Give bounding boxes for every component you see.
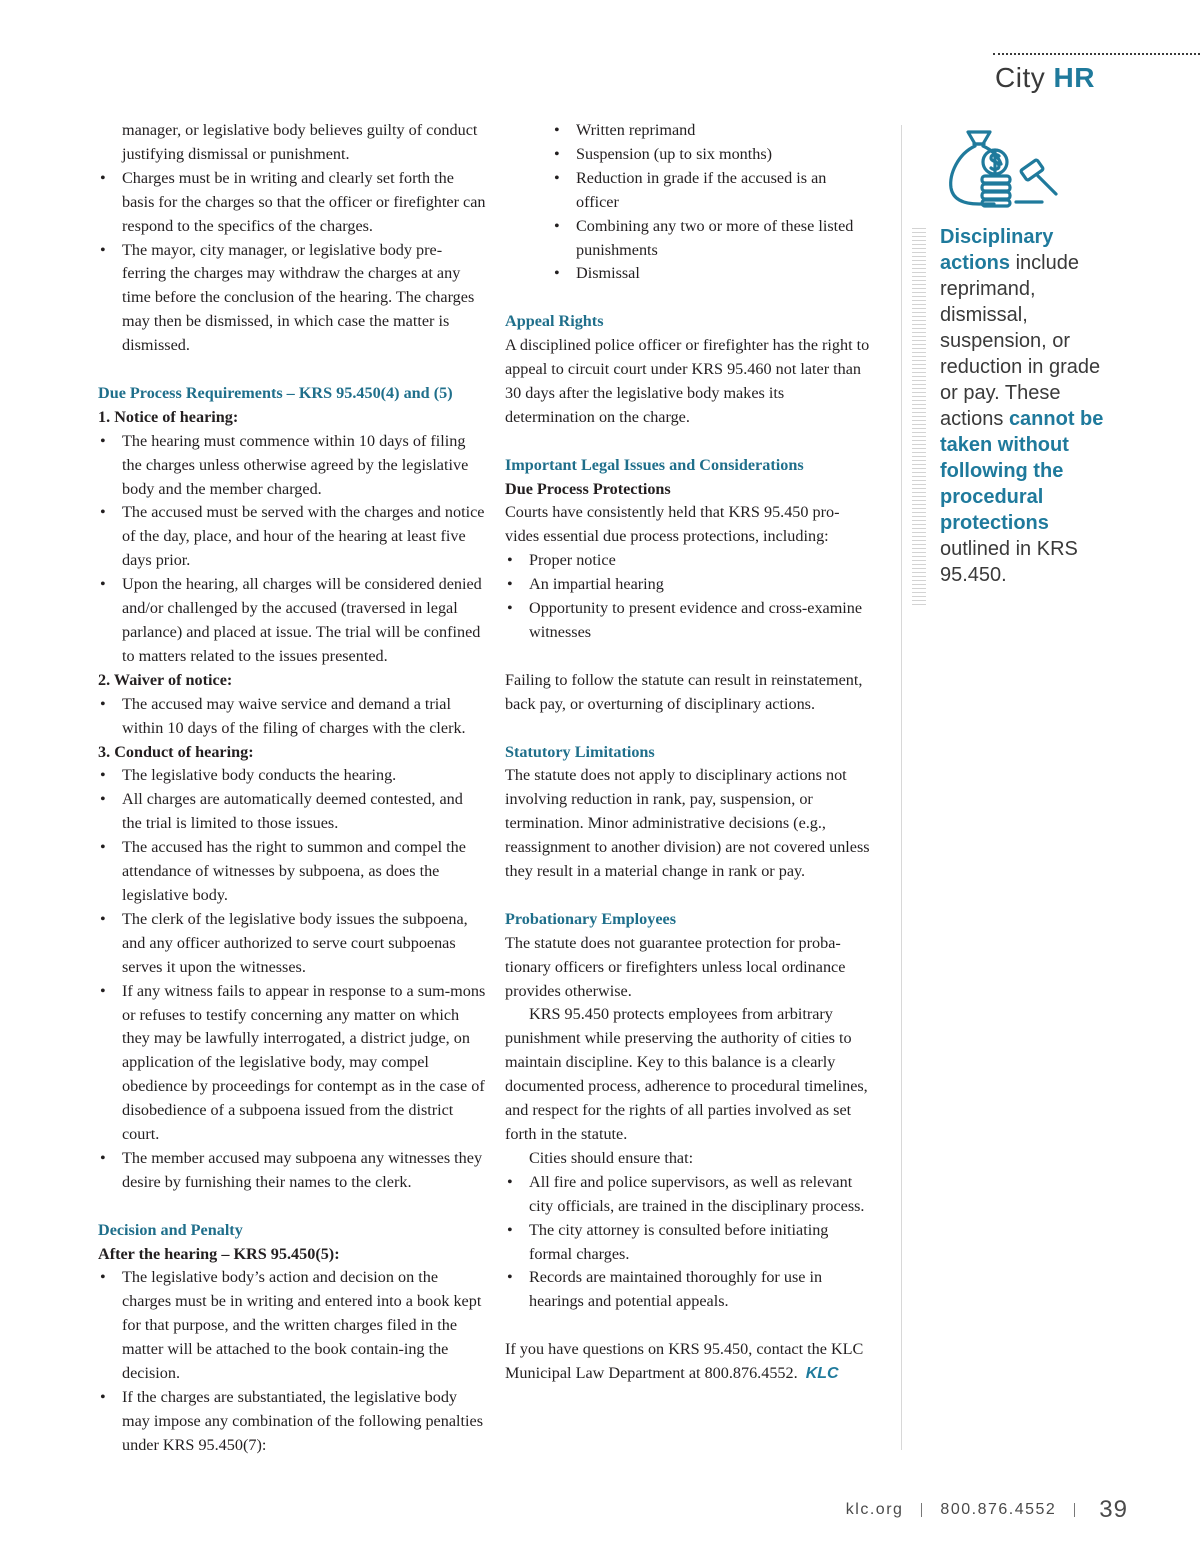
header-dotted-rule	[993, 53, 1200, 55]
protections-heading: Due Process Protections	[505, 479, 671, 498]
sidebar-divider	[901, 125, 902, 1450]
money-bag-gavel-icon	[946, 126, 1064, 208]
footer-separator	[1074, 1503, 1075, 1517]
charges-list	[98, 167, 486, 358]
contact-paragraph	[505, 1338, 873, 1386]
callout-highlight-1: Disciplinary actions	[940, 226, 1054, 274]
column-left	[98, 119, 486, 1458]
footer-separator	[921, 1503, 922, 1517]
list-item: • Upon the hearing, all charges will be considered denied and/or challenged by the accused (traversed in legal parlance) and placed at issue. The trial will be confined to matters related to the issues presented.	[98, 573, 486, 669]
probationary-heading: Probationary Employees	[505, 909, 677, 928]
waiver-list	[98, 693, 486, 741]
list-item: • If the charges are substantiated, the legislative body may impose any combination of the following penalties under KRS 95.450(7):	[98, 1386, 486, 1458]
list-item: • The member accused may subpoena any witnesses they desire by furnishing their names to the clerk.	[98, 1147, 486, 1195]
sidebar-hatch-decoration	[912, 228, 926, 608]
list-item: • An impartial hearing	[505, 573, 873, 597]
appeal-heading: Appeal Rights	[505, 312, 604, 331]
protects-paragraph: KRS 95.450 protects employees from arbitrary punishment while preserving the authority of cities to maintain discipline. Key to this balance is a clearly documented process, adherence to procedural timelines, and respect for the rights of all parties involved as set forth in the statute.	[505, 1005, 868, 1143]
footer-phone: 800.876.4552	[940, 1501, 1057, 1518]
decision-heading: Decision and Penalty	[98, 1220, 243, 1239]
list-item: • The accused must be served with the charges and notice of the day, place, and hour of the hearing at least five days prior.	[98, 501, 486, 573]
column-right	[505, 119, 873, 1386]
list-item: • Opportunity to present evidence and cross-examine witnesses	[505, 597, 873, 645]
list-item: • The legislative body’s action and decision on the charges must be in writing and entered into a book kept for that purpose, and the written charges filed in the matter will be attached to the book contain-ing the decision.	[98, 1266, 486, 1386]
list-item: • Reduction in grade if the accused is an officer	[552, 167, 873, 215]
list-item: • Proper notice	[505, 549, 873, 573]
ensure-list	[505, 1171, 873, 1314]
klc-end-logo: KLC	[805, 1365, 839, 1383]
waiver-heading: 2. Waiver of notice:	[98, 670, 233, 689]
penalties-list	[552, 119, 873, 286]
appeal-paragraph: A disciplined police officer or firefighter has the right to appeal to circuit court under KRS 95.460 not later than 30 days after the legislative body makes its determination on the charge.	[505, 336, 870, 426]
callout-highlight-2: cannot be taken without following the procedural protections	[940, 408, 1104, 534]
callout-text-2: outlined in KRS 95.450.	[940, 538, 1078, 586]
conduct-list	[98, 764, 486, 1194]
list-item: • All charges are automatically deemed contested, and the trial is limited to those issues.	[98, 788, 486, 836]
section-title-accent: HR	[1053, 62, 1095, 93]
list-item: • The accused has the right to summon and compel the attendance of witnesses by subpoena, as does the legislative body.	[98, 836, 486, 908]
limitations-heading: Statutory Limitations	[505, 742, 655, 761]
list-item: • The accused may waive service and demand a trial within 10 days of the filing of charges with the clerk.	[98, 693, 486, 741]
list-item: • Charges must be in writing and clearly set forth the basis for the charges so that the officer or firefighter can respond to the specifics of the charges.	[98, 167, 486, 239]
list-item: • The legislative body conducts the hearing.	[98, 764, 486, 788]
limitations-paragraph: The statute does not apply to disciplinary actions not involving reduction in rank, pay, suspension, or termination. Minor administrative decisions (e.g., reassignment to another division) are not covered unless they result in a material change in rank or pay.	[505, 766, 870, 881]
list-item: • If any witness fails to appear in response to a sum-mons or refuses to testify concerning any matter on which they may be lawfully interrogated, a district judge, on application of the legislative body, may compel obedience by proceedings for contempt as in the case of disobedience of a subpoena issued from the district court.	[98, 980, 486, 1147]
sidebar-callout	[940, 224, 1120, 588]
protections-intro: Courts have consistently held that KRS 95.450 pro-vides essential due process protections, including:	[505, 503, 840, 546]
list-item: • The hearing must commence within 10 days of filing the charges unless otherwise agreed by the legislative body and the member charged.	[98, 430, 486, 502]
callout-text-1: include reprimand, dismissal, suspension, or reduction in grade or pay. These actions	[940, 252, 1101, 430]
footer-site-link[interactable]: klc.org	[845, 1501, 904, 1518]
list-item: • The mayor, city manager, or legislative body pre-ferring the charges may withdraw the charges at any time before the conclusion of the hearing. The charges may then be dismissed, in which case the matter is dismissed.	[98, 239, 486, 359]
due-process-heading: Due Process Requirements – KRS 95.450(4) and (5)	[98, 383, 453, 402]
list-item: • Dismissal	[552, 262, 873, 286]
probationary-paragraph: The statute does not guarantee protection for proba-tionary officers or firefighters unless local ordinance provides otherwise.	[505, 933, 846, 1000]
section-title	[995, 62, 1095, 94]
conduct-heading: 3. Conduct of hearing:	[98, 742, 254, 761]
protections-list	[505, 549, 873, 645]
list-item: • The clerk of the legislative body issues the subpoena, and any officer authorized to serve court subpoenas serves it upon the witnesses.	[98, 908, 486, 980]
list-item: • Combining any two or more of these listed punishments	[552, 215, 873, 263]
ensure-intro: Cities should ensure that:	[529, 1148, 694, 1167]
section-title-prefix: City	[995, 62, 1046, 93]
legal-issues-heading: Important Legal Issues and Considerations	[505, 455, 804, 474]
after-hearing-list	[98, 1266, 486, 1457]
continued-paragraph: manager, or legislative body believes guilty of conduct justifying dismissal or punishment.	[122, 121, 478, 163]
notice-heading: 1. Notice of hearing:	[98, 407, 239, 426]
list-item: • Written reprimand	[552, 119, 873, 143]
list-item: • Suspension (up to six months)	[552, 143, 873, 167]
list-item: • The city attorney is consulted before initiating formal charges.	[505, 1219, 873, 1267]
contact-text: If you have questions on KRS 95.450, contact the KLC Municipal Law Department at 800.876.4552.	[505, 1340, 864, 1383]
list-item: • Records are maintained thoroughly for use in hearings and potential appeals.	[505, 1266, 873, 1314]
page-footer	[846, 1496, 1128, 1524]
failing-paragraph: Failing to follow the statute can result in reinstatement, back pay, or overturning of disciplinary actions.	[505, 670, 863, 713]
page-number: 39	[1099, 1496, 1128, 1523]
notice-list	[98, 430, 486, 669]
list-item: • All fire and police supervisors, as well as relevant city officials, are trained in the disciplinary process.	[505, 1171, 873, 1219]
after-hearing-heading: After the hearing – KRS 95.450(5):	[98, 1244, 340, 1263]
